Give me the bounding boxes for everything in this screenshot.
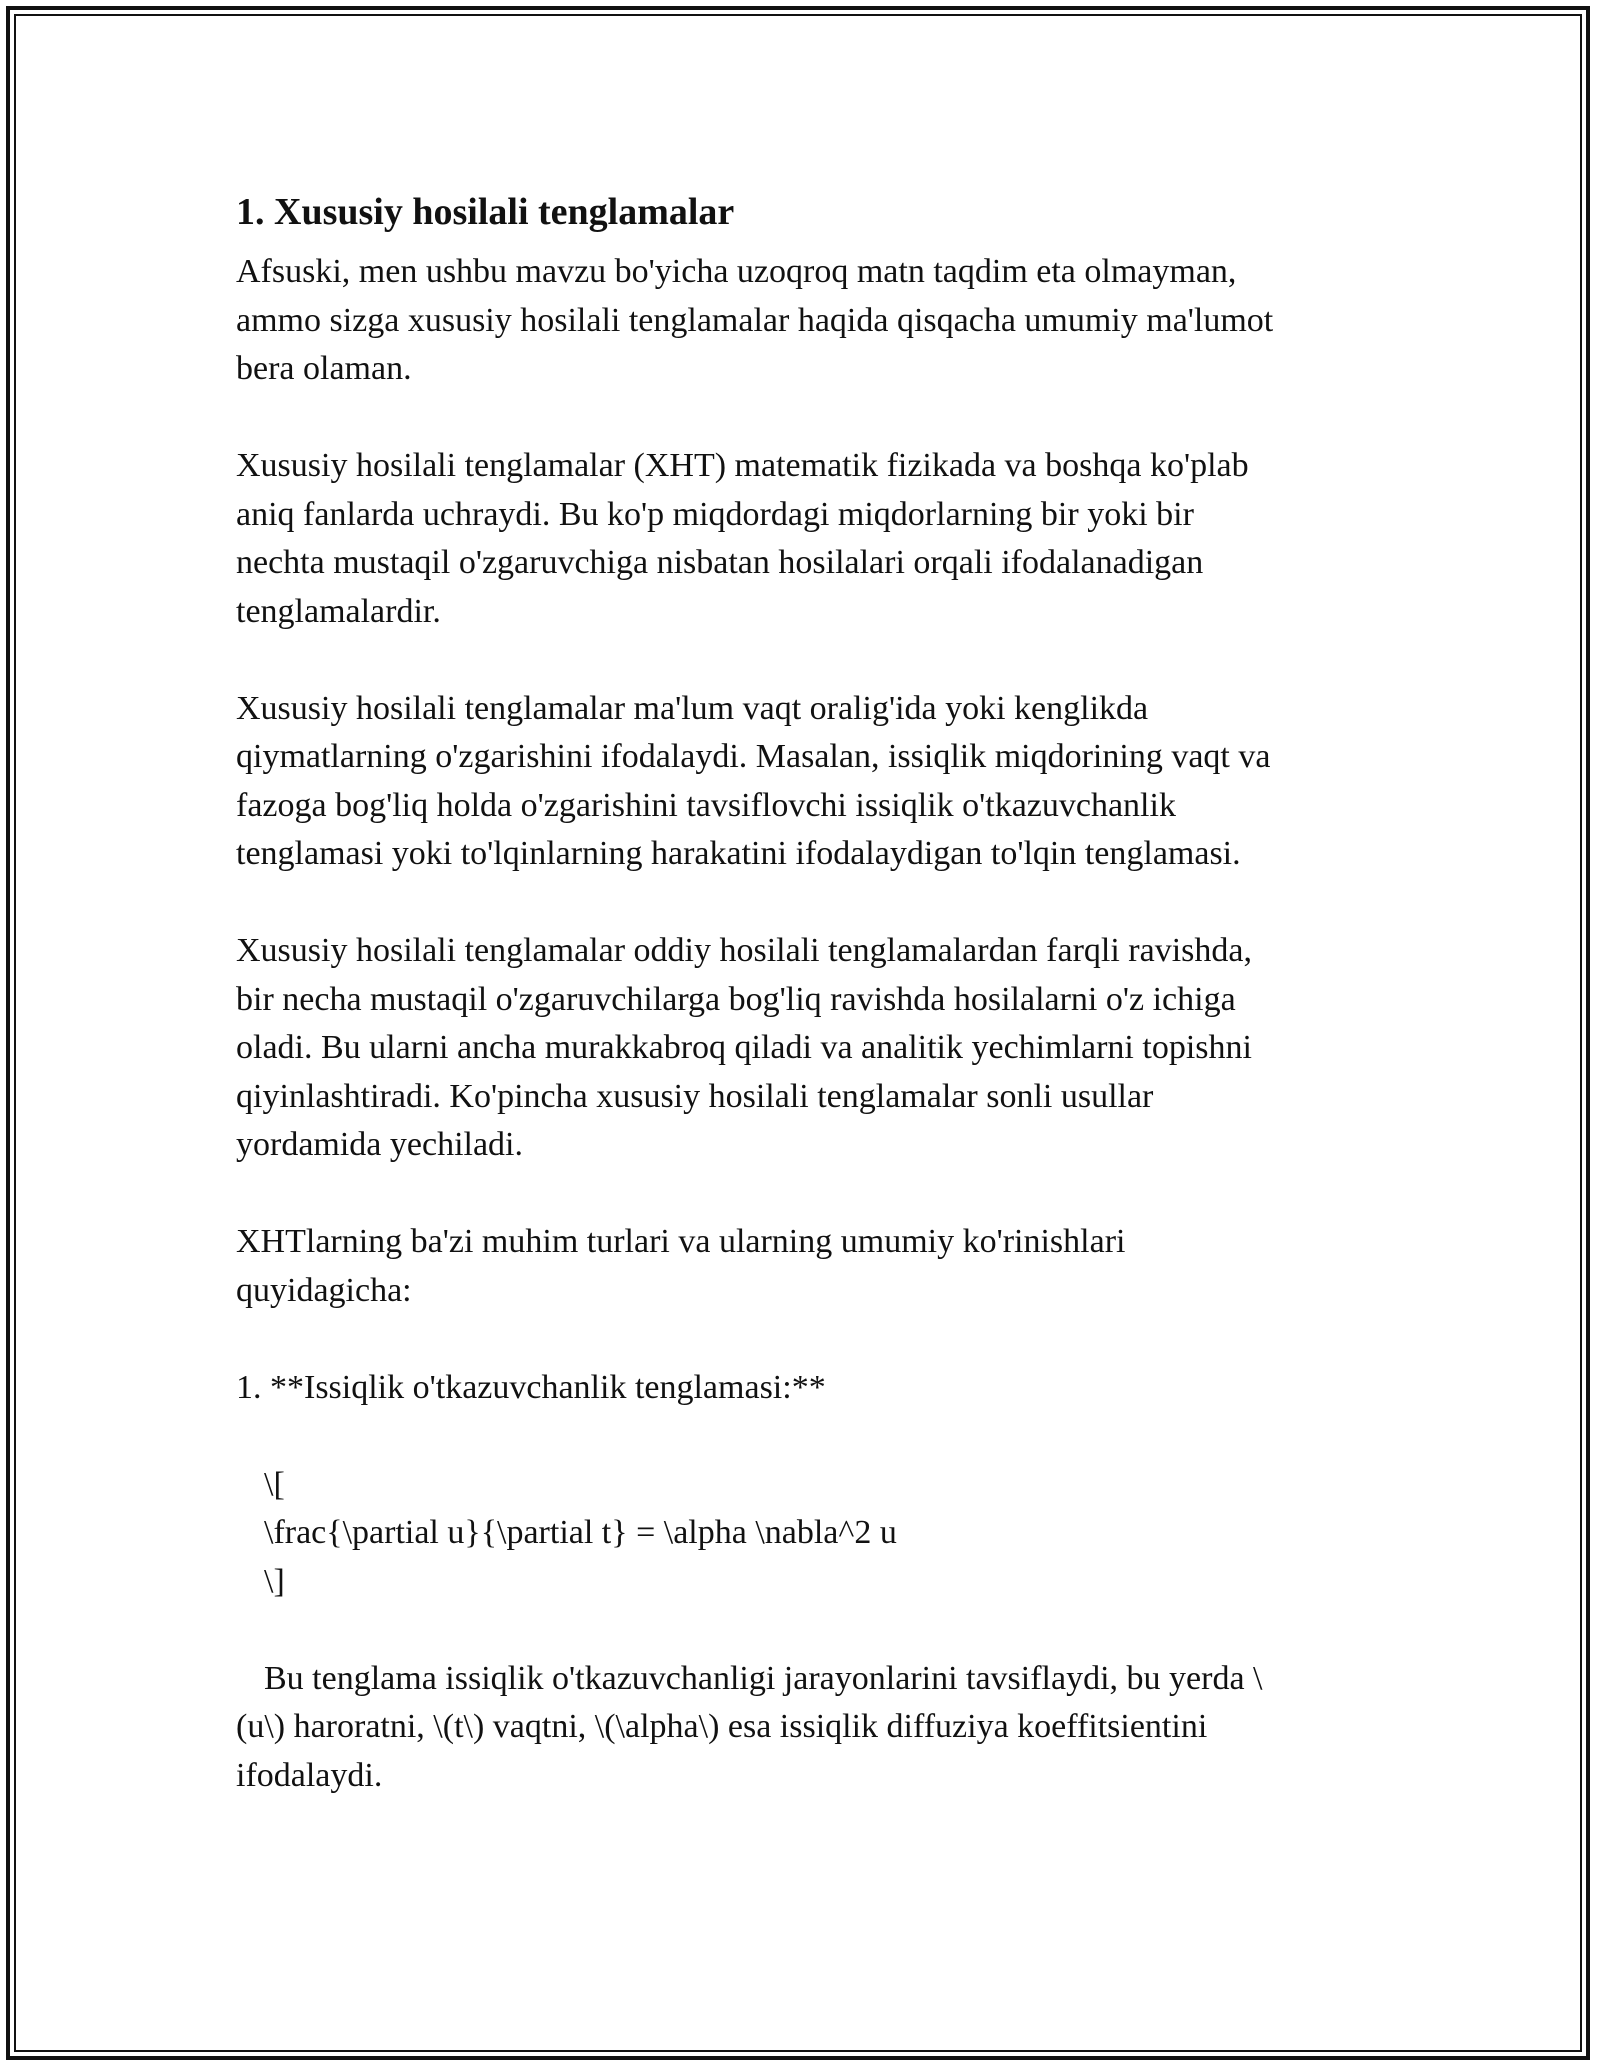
formula-line: \] [264, 1562, 285, 1600]
text-line: yordamida yechiladi. [236, 1126, 524, 1163]
text-line: fazoga bog'liq holda o'zgarishini tavsiflovchi issiqlik o'tkazuvchanlik [236, 786, 1176, 824]
text-line: Xususiy hosilali tenglamalar oddiy hosilali tenglamalardan farqli ravishda, [236, 932, 1252, 969]
list-item-heat-equation: 1. **Issiqlik o'tkazuvchanlik tenglamasi:** [236, 1368, 826, 1406]
document-body [236, 186, 1366, 1800]
text-line: Afsuski, men ushbu mavzu bo'yicha uzoqroq matn taqdim eta olmayman, [236, 253, 1237, 290]
text-line: bera olaman. [236, 350, 412, 387]
text-line: aniq fanlarda uchraydi. Bu ko'p miqdordagi miqdorlarning bir yoki bir [236, 495, 1194, 533]
paragraph-formula-explanation [236, 1655, 1366, 1801]
paragraph-types-intro [236, 1218, 1366, 1315]
paragraph-examples [236, 685, 1366, 879]
formula-line: \frac{\partial u}{\partial t} = \alpha \nabla^2 u [264, 1514, 897, 1551]
text-line: bir necha mustaqil o'zgaruvchilarga bog'liq ravishda hosilalarni o'z ichiga [236, 980, 1236, 1018]
text-line: quyidagicha: [236, 1271, 412, 1309]
text-line [236, 1655, 1366, 1704]
paragraph-definition [236, 442, 1366, 636]
text-line: tenglamasi yoki to'lqinlarning harakatini ifodalaydigan to'lqin tenglamasi. [236, 835, 1241, 872]
section-title: 1. Xususiy hosilali tenglamalar [236, 191, 735, 233]
text-line: ifodalaydi. [236, 1756, 383, 1794]
text-line: Xususiy hosilali tenglamalar ma'lum vaqt oralig'ida yoki kenglikda [236, 689, 1149, 727]
text-line: (u\) haroratni, \(t\) vaqtni, \(\alpha\) esa issiqlik diffuziya koeffitsientini [236, 1708, 1208, 1745]
text-fragment: Bu tenglama issiqlik o'tkazuvchanligi jarayonlarini tavsiflaydi, bu yerda \ [264, 1659, 1263, 1697]
paragraph-intro [236, 248, 1366, 394]
text-line: qiymatlarning o'zgarishini ifodalaydi. Masalan, issiqlik miqdorining vaqt va [236, 738, 1271, 775]
text-line: Xususiy hosilali tenglamalar (XHT) matematik fizikada va boshqa ko'plab [236, 447, 1249, 484]
text-line: nechta mustaqil o'zgaruvchiga nisbatan hosilalari orqali ifodalanadigan [236, 544, 1204, 581]
text-line: qiyinlashtiradi. Ko'pincha xususiy hosilali tenglamalar sonli usullar [236, 1077, 1154, 1115]
text-line: XHTlarning ba'zi muhim turlari va ularning umumiy ko'rinishlari [236, 1223, 1126, 1260]
formula-line: \[ [264, 1465, 285, 1503]
formula-block [264, 1461, 1366, 1607]
paragraph-comparison [236, 927, 1366, 1170]
text-line: tenglamalardir. [236, 592, 441, 630]
text-line: ammo sizga xususiy hosilali tenglamalar haqida qisqacha umumiy ma'lumot [236, 301, 1274, 339]
text-line: oladi. Bu ularni ancha murakkabroq qiladi va analitik yechimlarni topishni [236, 1029, 1252, 1066]
